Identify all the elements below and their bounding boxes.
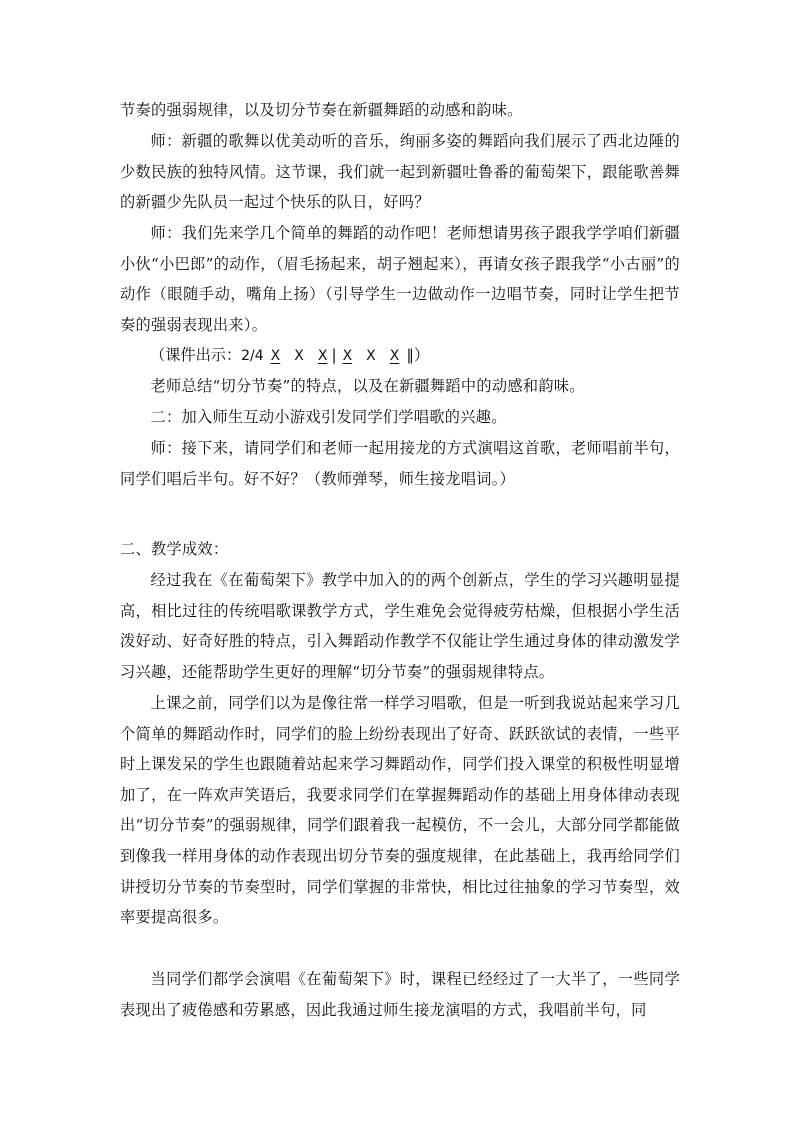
paragraph-teacher-summary: 老师总结“切分节奏”的特点，以及在新疆舞蹈中的动感和韵味。	[150, 377, 585, 395]
rhythm-barline: |	[331, 346, 337, 364]
rhythm-meter: 2/4	[241, 348, 264, 364]
paragraph-section-two-step: 二：加入师生互动小游戏引发同学们学唱歌的兴趣。	[150, 408, 507, 426]
rhythm-note: X	[294, 348, 304, 364]
paragraph-results-2: 上课之前，同学们以为是像往常一样学习唱歌，但是一听到我说站起来学习几个简单的舞蹈动作时，同学们的脸上纷纷表现出了好奇、跃跃欲试的表情，一些平时上课发呆的学生也跟随着站起来学习舞蹈动作，同学们投入课堂的积极性明显增加了，在一阵欢声笑语后，我要求同学们在掌握舞蹈动作的基础上用身体律动表现出“切分节奏”的强弱规律，同学们跟着我一起模仿，不一会儿，大部分同学都能做到像我一样用身体的动作表现出切分节奏的强度规律，在此基础上，我再给同学们讲授切分节奏的节奏型时，同学们掌握的非常快，相比过往抽象的学习节奏型，效率要提高很多。	[120, 694, 680, 927]
paragraph-teacher-xinjiang: 师：新疆的歌舞以优美动听的音乐，绚丽多姿的舞蹈向我们展示了西北边陲的少数民族的独特风情。这节课，我们就一起到新疆吐鲁番的葡萄架下，跟能歌善舞的新疆少先队员一起过个快乐的队日，好吗？	[120, 132, 680, 212]
rhythm-note: X	[366, 348, 376, 364]
rhythm-end: ‖）	[406, 346, 430, 364]
paragraph-teacher-relay: 师：接下来，请同学们和老师一起用接龙的方式演唱这首歌，老师唱前半句，同学们唱后半句。好不好？（教师弹琴，师生接龙唱词。）	[120, 439, 680, 488]
rhythm-note: X	[270, 348, 281, 364]
paragraph-results-1: 经过我在《在葡萄架下》教学中加入的的两个创新点，学生的学习兴趣明显提高，相比过往的传统唱歌课教学方式，学生难免会觉得疲劳枯燥，但根据小学生活泼好动、好奇好胜的特点，引入舞蹈动作教学不仅能让学生通过身体的律动激发学习兴趣，还能帮助学生更好的理解“切分节奏”的强弱规律特点。	[120, 571, 680, 681]
rhythm-note: X	[317, 348, 328, 364]
paragraph-teacher-dance: 师：我们先来学几个简单的舞蹈的动作吧！老师想请男孩子跟我学学咱们新疆小伙“小巴郎”的动作，（眉毛扬起来，胡子翘起来），再请女孩子跟我学“小古丽”的动作（眼随手动，嘴角上扬）（引导学生一边做动作一边唱节奏，同时让学生把节奏的强弱表现出来）。	[120, 224, 680, 334]
rhythm-note: X	[389, 348, 400, 364]
paragraph-results-3: 当同学们都学会演唱《在葡萄架下》时，课程已经经过了一大半了，一些同学表现出了疲倦感和劳累感，因此我通过师生接龙演唱的方式，我唱前半句，同	[120, 970, 680, 1019]
rhythm-note: X	[342, 348, 353, 364]
section-heading-results: 二、教学成效：	[120, 540, 229, 558]
rhythm-prefix: （课件出示：	[150, 346, 242, 364]
paragraph-intro-continuation: 节奏的强弱规律，以及切分节奏在新疆舞蹈的动感和韵味。	[120, 101, 523, 119]
rhythm-notation	[150, 340, 429, 372]
